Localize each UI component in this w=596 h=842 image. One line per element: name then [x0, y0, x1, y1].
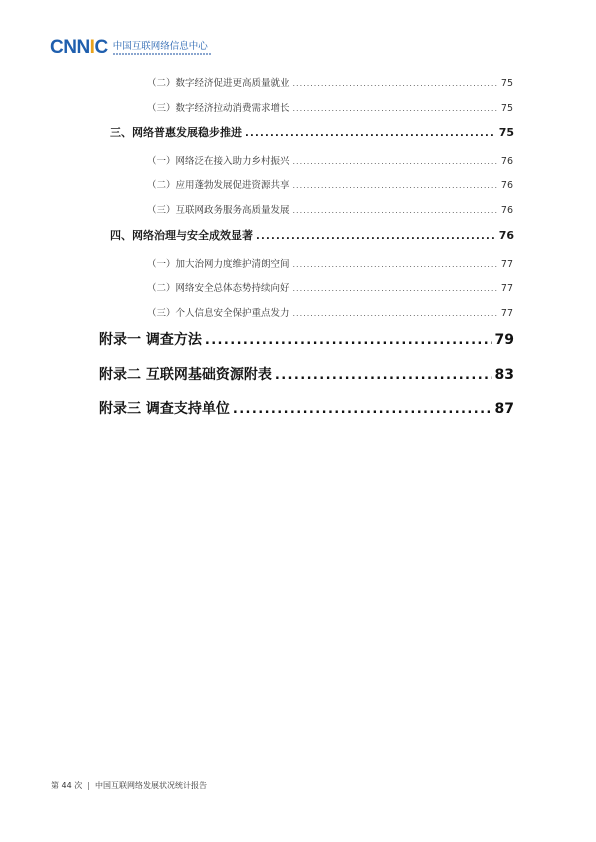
toc-leader-dots: [293, 104, 498, 113]
toc-leader-dots: [205, 333, 492, 348]
toc-entry[interactable]: [147, 202, 513, 216]
toc-entry-title: 四、网络治理与安全成效显著: [110, 229, 253, 242]
footer-edition: 第 44 次: [51, 781, 83, 790]
toc-leader-dots: [293, 157, 498, 166]
toc-entry[interactable]: [147, 153, 513, 167]
logo-text-end: C: [94, 37, 108, 58]
toc-entry-title: （三）数字经济拉动消费需求增长: [147, 103, 290, 114]
footer-separator: |: [87, 781, 90, 790]
toc-entry-title: （二）数字经济促进更高质量就业: [147, 78, 290, 89]
toc-entry-page: 76: [500, 205, 513, 216]
toc-entry-title: （一）加大治网力度维护清朗空间: [147, 259, 290, 270]
toc-entry-page: 75: [500, 103, 513, 114]
toc-entry[interactable]: [147, 256, 513, 270]
org-english-name-line: [113, 53, 211, 55]
toc-entry[interactable]: [99, 329, 514, 349]
logo-text-main: CNN: [50, 37, 90, 58]
toc-entry-page: 77: [500, 308, 513, 319]
toc-entry-page: 77: [500, 283, 513, 294]
toc-entry[interactable]: [110, 227, 514, 243]
toc-entry[interactable]: [99, 364, 514, 384]
toc-leader-dots: [275, 368, 492, 383]
page-footer: [51, 780, 207, 791]
toc-entry-page: 83: [494, 367, 514, 383]
toc-entry-page: 76: [500, 156, 513, 167]
toc-leader-dots: [256, 231, 496, 242]
toc-entry-title: （一）网络泛在接入助力乡村振兴: [147, 156, 290, 167]
logo-text-accent: I: [89, 37, 95, 58]
toc-leader-dots: [293, 284, 498, 293]
toc-entry[interactable]: [147, 177, 513, 191]
toc-entry[interactable]: [110, 124, 514, 140]
toc-entry-page: 79: [494, 332, 514, 348]
toc-entry[interactable]: [99, 398, 514, 418]
toc-entry[interactable]: [147, 100, 513, 114]
toc-entry-title: 三、网络普惠发展稳步推进: [110, 126, 242, 139]
page-header: [50, 38, 211, 58]
toc-entry-page: 75: [500, 78, 513, 89]
toc-leader-dots: [233, 402, 492, 417]
toc-leader-dots: [293, 79, 498, 88]
toc-leader-dots: [293, 181, 498, 190]
toc-entry-title: 附录三 调查支持单位: [99, 401, 230, 417]
toc-leader-dots: [293, 260, 498, 269]
toc-entry[interactable]: [147, 280, 513, 294]
toc-entry-title: 附录一 调查方法: [99, 332, 202, 348]
toc-entry-title: （二）网络安全总体态势持续向好: [147, 283, 290, 294]
toc-leader-dots: [293, 309, 498, 318]
cnnic-logo: [50, 37, 108, 59]
toc-leader-dots: [245, 128, 496, 139]
toc-entry-page: 76: [498, 229, 514, 242]
toc-entry-page: 87: [494, 401, 514, 417]
toc-entry[interactable]: [147, 305, 513, 319]
org-name: 中国互联网络信息中心: [112, 41, 208, 52]
toc-entry[interactable]: [147, 75, 513, 89]
toc-entry-title: （二）应用蓬勃发展促进资源共享: [147, 180, 290, 191]
toc-entry-title: 附录二 互联网基础资源附表: [99, 367, 272, 383]
toc-leader-dots: [293, 206, 498, 215]
toc-entry-title: （三）个人信息安全保护重点发力: [147, 308, 290, 319]
toc-entry-page: 75: [498, 126, 514, 139]
toc-entry-page: 77: [500, 259, 513, 270]
toc-entry-page: 76: [500, 180, 513, 191]
org-block: [113, 41, 211, 55]
toc-entry-title: （三）互联网政务服务高质量发展: [147, 205, 290, 216]
footer-report-title: 中国互联网络发展状况统计报告: [94, 781, 207, 790]
